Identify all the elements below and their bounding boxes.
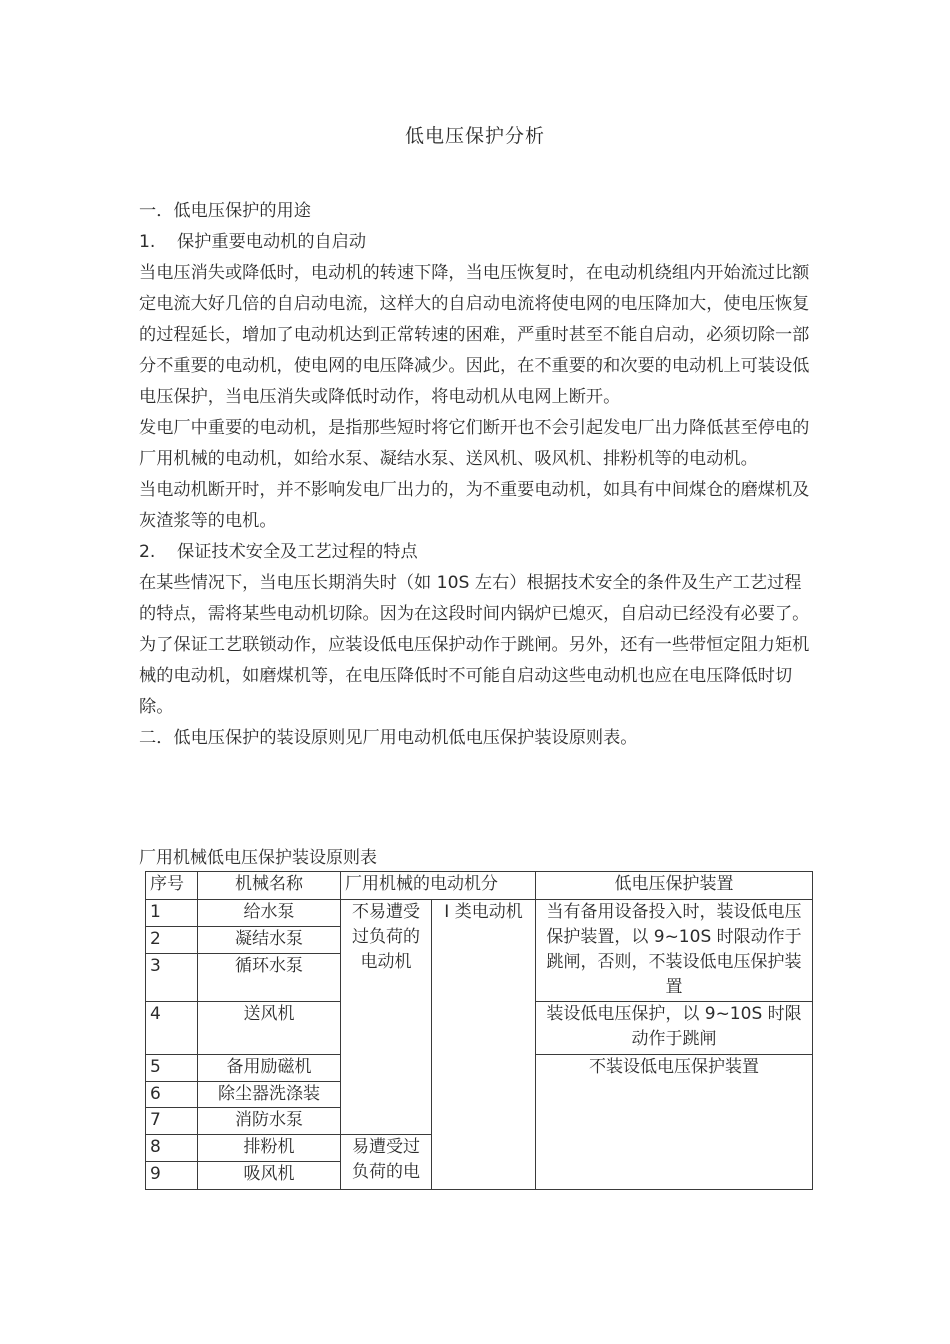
row-name: 排粉机 bbox=[198, 1135, 341, 1162]
row-seq: 9 bbox=[146, 1162, 198, 1190]
device-2-cell bbox=[536, 1002, 813, 1055]
row-name: 除尘器洗涤装 bbox=[198, 1082, 341, 1108]
device-1-cell bbox=[536, 900, 813, 1002]
header-name: 机械名称 bbox=[198, 872, 341, 900]
row-name: 备用励磁机 bbox=[198, 1055, 341, 1082]
device-1-text: 当有备用设备投入时，装设低电压保护装置，以 9~10S 时限动作于跳闸，否则，不装设低电压保护装置 bbox=[546, 902, 802, 997]
row-seq: 5 bbox=[146, 1055, 198, 1082]
motor-type-text: I 类电动机 bbox=[444, 902, 523, 922]
row-seq: 3 bbox=[146, 954, 198, 1002]
row-name: 吸风机 bbox=[198, 1162, 341, 1190]
paragraph: 当电动机断开时，并不影响发电厂出力的，为不重要电动机，如具有中间煤仓的磨煤机及灰渣浆等的电机。 bbox=[139, 480, 810, 531]
section-1-heading: 一．低电压保护的用途 bbox=[139, 201, 311, 221]
item-2-heading bbox=[139, 537, 814, 568]
paragraph: 在某些情况下，当电压长期消失时（如 10S 左右）根据技术安全的条件及生产工艺过程的特点，需将某些电动机切除。因为在这段时间内锅炉已熄灭，自启动已经没有必要了。为了保证工艺联锁动作，应装设低电压保护动作于跳闸。另外，还有一些带恒定阻力矩机械的电动机，如磨煤机等，在电压降低时不可能自启动这些电动机也应在电压降低时切除。 bbox=[139, 573, 810, 717]
header-class: 厂用机械的电动机分 bbox=[341, 872, 536, 900]
principles-table bbox=[145, 871, 813, 1190]
document-body bbox=[139, 196, 814, 754]
item-2-number: 2. bbox=[139, 542, 156, 562]
row-seq: 6 bbox=[146, 1082, 198, 1108]
row-seq: 8 bbox=[146, 1135, 198, 1162]
class-a-cell bbox=[341, 900, 432, 1135]
device-3-cell bbox=[536, 1055, 813, 1190]
class-a-text: 不易遭受过负荷的电动机 bbox=[352, 902, 420, 972]
row-seq: 1 bbox=[146, 900, 198, 927]
row-name: 送风机 bbox=[198, 1002, 341, 1055]
row-seq: 2 bbox=[146, 927, 198, 954]
header-device: 低电压保护装置 bbox=[536, 872, 813, 900]
device-2-text: 装设低电压保护，以 9~10S 时限动作于跳闸 bbox=[546, 1004, 802, 1049]
row-name: 循环水泵 bbox=[198, 954, 341, 1002]
item-1-text: 保护重要电动机的自启动 bbox=[177, 232, 367, 252]
row-name: 消防水泵 bbox=[198, 1108, 341, 1135]
table-caption: 厂用机械低电压保护装设原则表 bbox=[139, 848, 377, 868]
item-1-number: 1. bbox=[139, 232, 156, 252]
class-b-cell bbox=[341, 1135, 432, 1190]
section-2-heading: 二．低电压保护的装设原则见厂用电动机低电压保护装设原则表。 bbox=[139, 728, 638, 748]
item-1-heading bbox=[139, 227, 814, 258]
document-title: 低电压保护分析 bbox=[404, 125, 545, 147]
paragraph: 当电压消失或降低时，电动机的转速下降，当电压恢复时，在电动机绕组内开始流过比额定电流大好几倍的自启动电流，这样大的自启动电流将使电网的电压降加大，使电压恢复的过程延长，增加了电动机达到正常转速的困难，严重时甚至不能自启动，必须切除一部分不重要的电动机，使电网的电压降减少。因此，在不重要的和次要的电动机上可装设低电压保护，当电压消失或降低时动作，将电动机从电网上断开。 bbox=[139, 263, 810, 407]
device-3-text: 不装设低电压保护装置 bbox=[589, 1057, 759, 1077]
paragraph: 发电厂中重要的电动机，是指那些短时将它们断开也不会引起发电厂出力降低甚至停电的厂用机械的电动机，如给水泵、凝结水泵、送风机、吸风机、排粉机等的电动机。 bbox=[139, 418, 810, 469]
header-seq: 序号 bbox=[146, 872, 198, 900]
row-name: 给水泵 bbox=[198, 900, 341, 927]
class-b-text: 易遭受过负荷的电 bbox=[352, 1137, 420, 1182]
row-seq: 7 bbox=[146, 1108, 198, 1135]
item-2-text: 保证技术安全及工艺过程的特点 bbox=[177, 542, 418, 562]
row-seq: 4 bbox=[146, 1002, 198, 1055]
motor-type-cell bbox=[432, 900, 536, 1190]
row-name: 凝结水泵 bbox=[198, 927, 341, 954]
table-row bbox=[146, 900, 813, 927]
table-header-row bbox=[146, 872, 813, 900]
